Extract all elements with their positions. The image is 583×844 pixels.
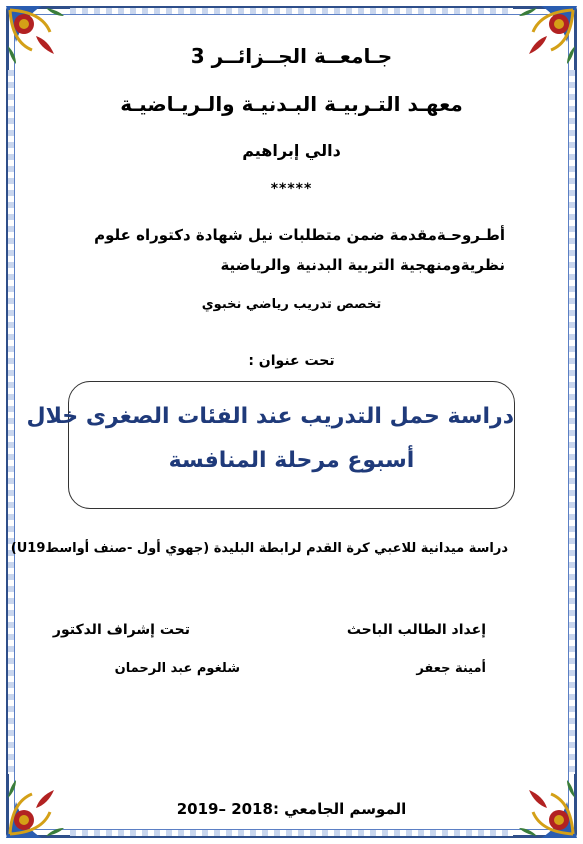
thesis-title-line1: دراسة حمل التدريب عند الفئات الصغرى خلال xyxy=(26,404,514,429)
student-name: أمينة جعفر xyxy=(416,661,486,676)
floral-corner-ornament-icon xyxy=(2,2,82,82)
border-band-left xyxy=(8,70,14,774)
specialty: تخصص تدريب رياضي نخبوي xyxy=(201,297,382,312)
separator-stars: ***** xyxy=(270,181,313,197)
thesis-description-line2: نظريةومنهجية التربية البدنية والرياضية xyxy=(220,256,505,274)
supervisor-label: تحت إشراف الدكتور xyxy=(52,622,190,638)
university-name: جـامعــة الجــزائــر 3 xyxy=(190,44,393,68)
border-band-right xyxy=(569,70,575,774)
field-study-subtitle: دراسة ميدانية للاعبي كرة القدم لرابطة البليدة (جهوي أول -صنف أواسطU19) xyxy=(10,541,508,556)
institute-name: معهـد التـربيـة البـدنيـة والـريـاضيـة xyxy=(120,92,463,116)
border-band-top xyxy=(70,8,513,14)
under-title-label: تحت عنوان : xyxy=(248,353,335,369)
floral-corner-ornament-icon xyxy=(501,2,581,82)
border-band-bottom xyxy=(70,830,513,836)
academic-year: الموسم الجامعي :2018 –2019 xyxy=(176,800,407,818)
thesis-title-box xyxy=(26,381,515,509)
thesis-title-line2: أسبوع مرحلة المنافسة xyxy=(168,448,415,473)
thesis-description-line1: أطـروحـةمقدمة ضمن متطلبات نيل شهادة دكتوراه علوم xyxy=(94,226,505,244)
campus-name: دالي إبراهيم xyxy=(242,141,341,160)
prepared-by-label: إعداد الطالب الباحث xyxy=(346,622,486,638)
supervisor-name: شلغوم عبد الرحمان xyxy=(114,661,240,676)
